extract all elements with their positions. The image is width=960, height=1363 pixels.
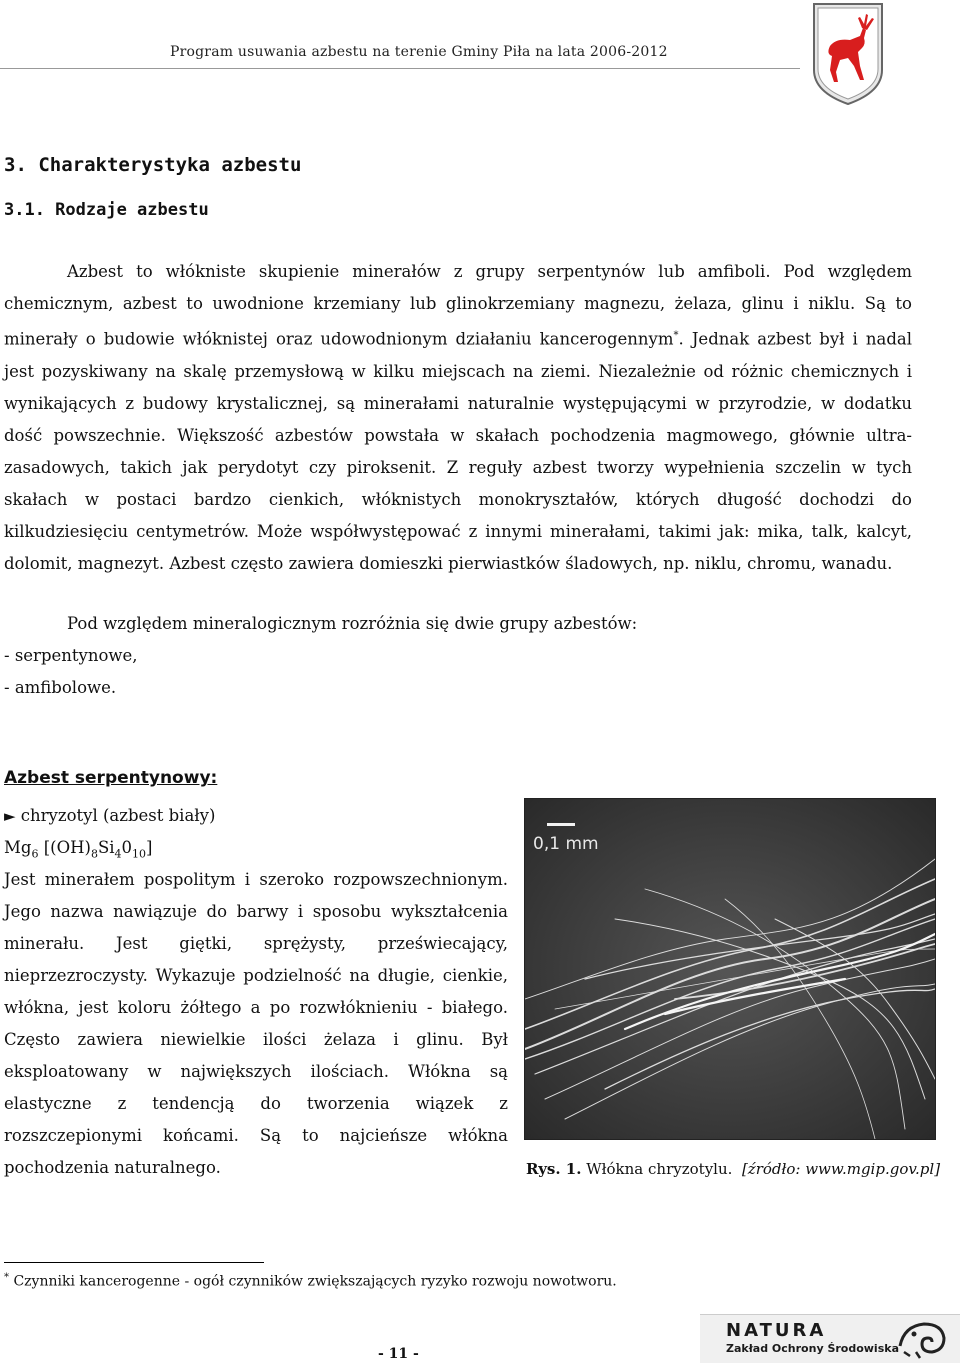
formula-part: [(OH) xyxy=(38,838,91,857)
caption-text: Włókna chryzotylu. xyxy=(586,1160,733,1178)
formula-part: Si xyxy=(97,838,115,857)
formula-subscript: 6 xyxy=(31,847,39,861)
logo-subtitle: Zakład Ochrony Środowiska xyxy=(726,1342,899,1355)
footnote-text: Czynniki kancerogenne - ogół czynników zwiększających ryzyko rozwoju nowotworu. xyxy=(13,1273,617,1290)
page-number: - 11 - xyxy=(378,1346,419,1362)
list-item: - amfibolowe. xyxy=(4,678,117,697)
footnote xyxy=(4,1272,617,1290)
logo-name: NATURA xyxy=(726,1320,827,1341)
list-item: - serpentynowe, xyxy=(4,646,138,665)
formula-part: Mg xyxy=(4,838,32,857)
footnote-separator xyxy=(4,1262,264,1263)
footnote-mark: * xyxy=(4,1272,9,1283)
variety-line xyxy=(4,800,215,832)
variety-name: chryzotyl (azbest biały) xyxy=(20,806,216,825)
header-divider xyxy=(0,68,800,69)
triangle-bullet-icon: ► xyxy=(4,807,16,825)
paragraph-text: Azbest to włókniste skupienie minerałów z grupy serpentynów lub amfiboli. Pod względem chemicznym, azbest to uwodnione krzemiany lub glinokrzemiany magnezu, żelaza, glinu i niklu. Są to minerały o budowie włóknistej oraz udowodnionym działaniu kancerogennym xyxy=(4,262,912,349)
formula-subscript: 8 xyxy=(90,847,98,861)
figure-caption xyxy=(526,1160,940,1178)
scale-label: 0,1 mm xyxy=(533,834,599,854)
subsection-heading: 3.1. Rodzaje azbestu xyxy=(4,200,209,220)
chameleon-logo-icon xyxy=(896,1316,950,1360)
deer-crest-icon xyxy=(808,0,888,108)
paragraph-text-continued: . Jednak azbest był i nadal jest pozyskiwany na skalę przemysłową w kilku miejscach na ziemi. Niezależnie od różnic chemicznych i wynikających z budowy krystalicznej, są minerałami naturalnie występującymi w przyrodzie, w dodatku dość powszechnie. Większość azbestów powstała w skałach pochodzenia magmowego, głównie ultra-zasadowych, takich jak perydotyt czy piroksenit. Z reguły azbest tworzy wypełnienia szczelin w tych skałach w postaci bardzo cienkich, włóknistych monokryształów, których długość dochodzi do kilkudziesięciu centymetrów. Może współwystępować z innymi minerałami, takimi jak: mika, talk, kalcyt, dolomit, magnezyt. Azbest często zawiera domieszki pierwiastków śladowych, np. niklu, chromu, wanadu. xyxy=(4,329,912,573)
paragraph-groups-intro: Pod względem mineralogicznym rozróżnia się dwie grupy azbestów: xyxy=(67,614,638,633)
caption-source: [źródło: www.mgip.gov.pl] xyxy=(741,1160,941,1178)
paragraph-definition xyxy=(4,256,912,580)
serpentine-heading: Azbest serpentynowy: xyxy=(4,768,218,788)
document-header-title: Program usuwania azbestu na terenie Gminy Piła na lata 2006-2012 xyxy=(170,44,668,60)
caption-label: Rys. 1. xyxy=(526,1160,582,1178)
formula-subscript: 4 xyxy=(114,847,122,861)
groups-list xyxy=(4,640,138,704)
formula-part: ] xyxy=(146,838,153,857)
natura-logo xyxy=(700,1314,960,1362)
formula-subscript: 10 xyxy=(132,847,147,861)
formula-part: 0 xyxy=(121,838,133,857)
section-heading: 3. Charakterystyka azbestu xyxy=(4,154,302,176)
scale-bar xyxy=(547,823,575,826)
chrysotile-description: Jest minerałem pospolitym i szeroko rozpowszechnionym. Jego nazwa nawiązuje do barwy i sposobu wykształcenia minerału. Jest giętki, sprężysty, przeświecający, nieprzezroczysty. Wykazuje podzielność na długie, cienkie, włókna, jest koloru żółtego a po rozwłóknieniu - białego. Często zawiera niewielkie ilości żelaza i glinu. Był eksploatowany w największych ilościach. Włókna są elastyczne z tendencją do tworzenia wiązek z rozszczepionymi końcami. Są to najcieńsze włókna pochodzenia naturalnego. xyxy=(4,870,508,1177)
footnote-mark: * xyxy=(673,330,679,341)
